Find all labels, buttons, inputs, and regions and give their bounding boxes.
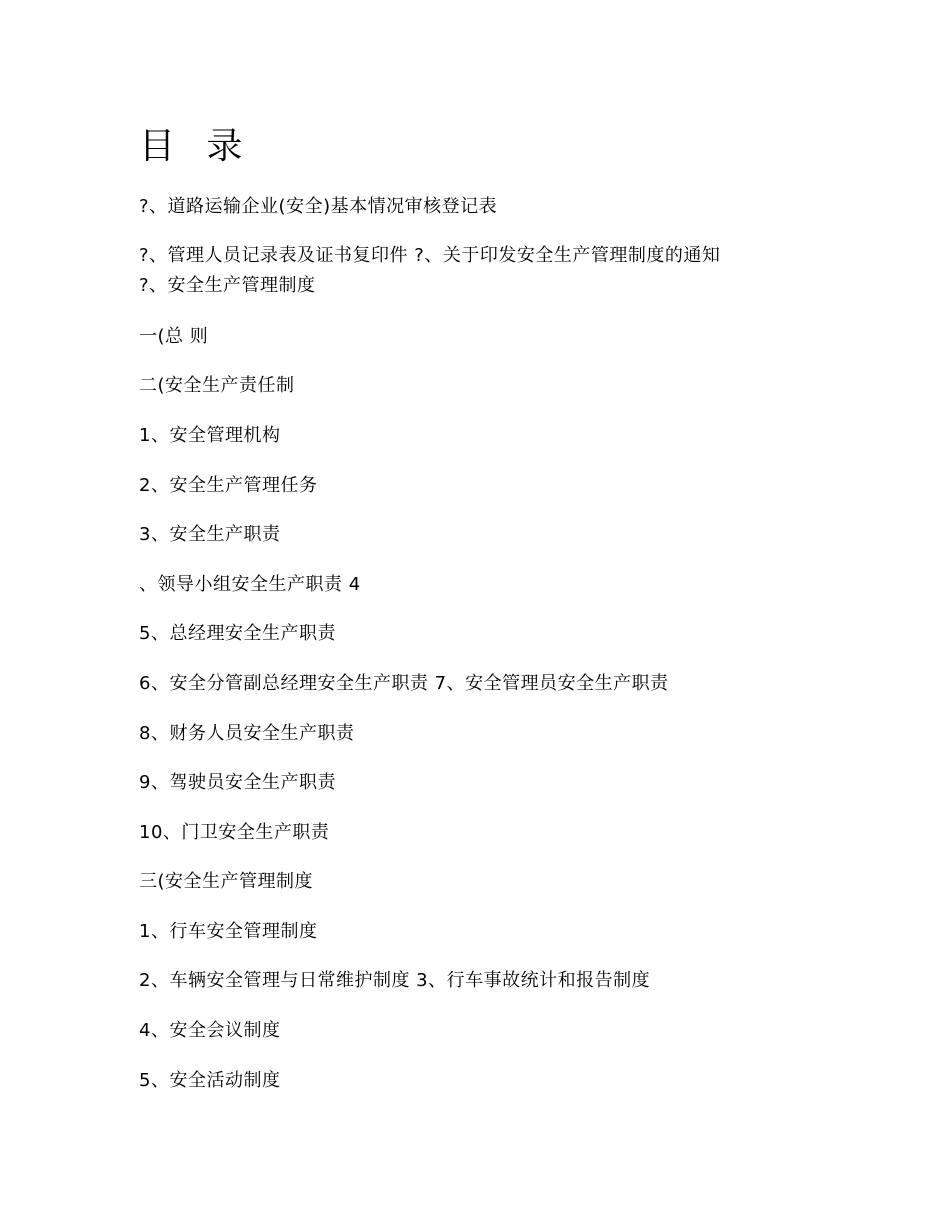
toc-line: 5、安全活动制度 xyxy=(139,1070,281,1091)
toc-line: 、领导小组安全生产职责 4 xyxy=(139,574,361,595)
toc-line: 10、门卫安全生产职责 xyxy=(139,822,330,843)
toc-line: 5、总经理安全生产职责 xyxy=(139,623,336,644)
toc-line: 3、安全生产职责 xyxy=(139,524,281,545)
toc-line: ?、管理人员记录表及证书复印件 ?、关于印发安全生产管理制度的通知 xyxy=(139,245,721,266)
toc-line: 二(安全生产责任制 xyxy=(139,375,295,396)
toc-line: 9、驾驶员安全生产职责 xyxy=(139,772,336,793)
toc-line: 一(总 则 xyxy=(139,326,209,347)
toc-line: 8、财务人员安全生产职责 xyxy=(139,723,355,744)
toc-line: 6、安全分管副总经理安全生产职责 7、安全管理员安全生产职责 xyxy=(139,673,669,694)
toc-line: 2、安全生产管理任务 xyxy=(139,475,318,496)
toc-line: 1、行车安全管理制度 xyxy=(139,921,318,942)
toc-line: 三(安全生产管理制度 xyxy=(139,871,314,892)
toc-line: 1、安全管理机构 xyxy=(139,425,281,446)
toc-line: ?、道路运输企业(安全)基本情况审核登记表 xyxy=(139,196,498,217)
toc-line: 2、车辆安全管理与日常维护制度 3、行车事故统计和报告制度 xyxy=(139,970,651,991)
page-title: 目 录 xyxy=(139,126,253,167)
toc-line: ?、安全生产管理制度 xyxy=(139,275,316,296)
toc-line: 4、安全会议制度 xyxy=(139,1020,281,1041)
